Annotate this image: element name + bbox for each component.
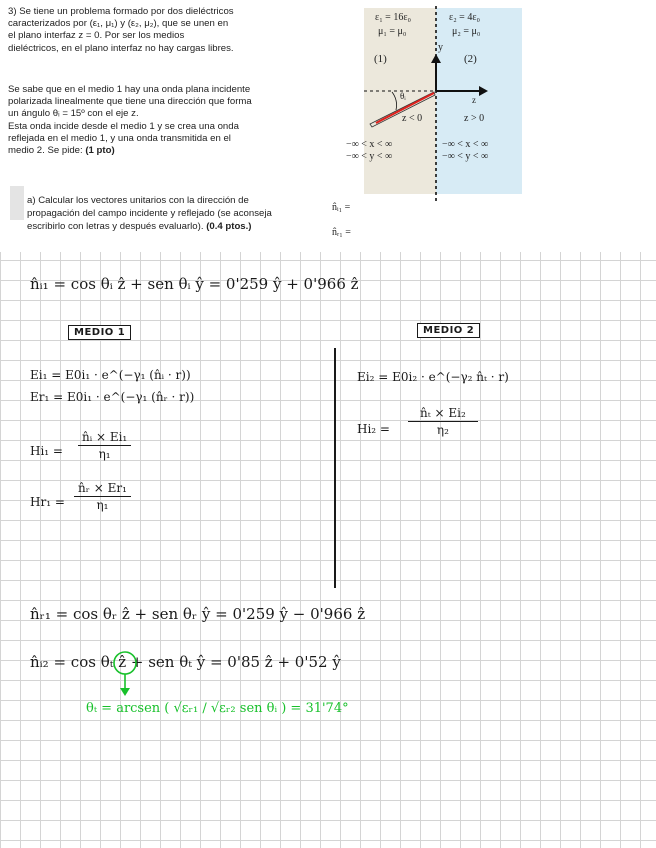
mu2-label: μ₂ = μ₀ (452, 26, 481, 37)
column-divider (334, 348, 336, 588)
question-marker (10, 186, 24, 220)
equation-ei2: Ei₂ = E0i₂ · e^(−γ₂ n̂ₜ · r) (357, 370, 509, 384)
ni1-answer-label: n̂ᵢ₁ = (332, 202, 351, 213)
equation-transmission-angle: θₜ = arcsen ( √εᵣ₁ / √εᵣ₂ sen θᵢ ) = 31'74° (86, 701, 349, 716)
hi1-denominator: η₁ (98, 447, 111, 461)
hi2-denominator: η₂ (436, 423, 449, 437)
question-a-text: a) Calcular los vectores unitarios con la dirección de propagación del campo incidente y reflejado (se aconseja escribirlo con letras y después evaluarlo). (27, 195, 272, 232)
eps2-label: ε₂ = 4ε₀ (449, 12, 481, 23)
hi1-lhs: Hi₁ = (30, 444, 63, 458)
hi1-numerator: n̂ᵢ × Ei₁ (78, 430, 131, 446)
theta-t-highlight (110, 648, 140, 698)
eps1-label: ε₁ = 16ε₀ (375, 12, 412, 23)
x-range-medium-1: −∞ < x < ∞ (346, 139, 393, 150)
medio-2-box: MEDIO 2 (417, 323, 480, 338)
equation-ei1: Ei₁ = E0i₁ · e^(−γ₁ (n̂ᵢ · r)) (30, 368, 191, 382)
z-negative-label: z < 0 (402, 113, 423, 124)
interface-diagram (346, 6, 526, 204)
hi2-lhs: Hi₂ = (357, 422, 390, 436)
nr1-answer-label: n̂ᵣ₁ = (332, 227, 351, 238)
question-a (27, 194, 327, 233)
hi1-fraction (78, 430, 131, 461)
theta-t-circle (114, 652, 136, 674)
problem-statement (0, 0, 656, 252)
hi2-numerator: n̂ₜ × Ei₂ (408, 406, 478, 422)
hr1-fraction (74, 481, 131, 512)
equation-er1: Er₁ = E0i₁ · e^(−γ₁ (n̂ᵣ · r)) (30, 390, 195, 404)
theta-label: θᵢ (400, 91, 406, 101)
y-range-medium-1: −∞ < y < ∞ (346, 151, 393, 162)
problem-wave-text: Se sabe que en el medio 1 hay una onda plana incidente polarizada linealmente que tiene una dirección que forma un ángulo θᵢ = 15º con el eje z. Esta onda incide desde el medio 1 y se crea una onda reflejada en el medio 1, y una onda transmitida en el medio 2. Se pide: (8, 84, 252, 157)
z-axis-label: z (472, 95, 476, 105)
problem-intro: 3) Se tiene un problema formado por dos dieléctricos caracterizados por (ε₁, μ₁) y (ε₂, μ₂), que se unen en el plano interfaz z = 0. Por ser los medios dieléctricos, en el plano interfaz no hay cargas libres. (8, 6, 234, 54)
question-a-points: (0.4 ptos.) (206, 221, 252, 232)
equation-reflected-unit-vector: n̂ᵣ₁ = cos θᵣ ẑ + sen θᵣ ŷ = 0'259 ŷ − 0'966 ẑ (30, 605, 366, 623)
medium-1-label: (1) (374, 53, 387, 65)
x-range-medium-2: −∞ < x < ∞ (442, 139, 489, 150)
problem-wave-description (8, 84, 252, 157)
theta-t-arrowhead (120, 688, 130, 696)
hr1-numerator: n̂ᵣ × Er₁ (74, 481, 131, 497)
equation-incident-unit-vector: n̂ᵢ₁ = cos θᵢ ẑ + sen θᵢ ŷ = 0'259 ŷ + 0'966 ẑ (30, 275, 359, 293)
hr1-lhs: Hr₁ = (30, 495, 65, 509)
medio-1-box: MEDIO 1 (68, 325, 131, 340)
z-positive-label: z > 0 (464, 113, 485, 124)
equation-transmitted-unit-vector: n̂ᵢ₂ = cos θₜ ẑ + sen θₜ ŷ = 0'85 ẑ + 0'52 ŷ (30, 653, 341, 671)
hi2-fraction (408, 406, 478, 437)
y-range-medium-2: −∞ < y < ∞ (442, 151, 489, 162)
mu1-label: μ₁ = μ₀ (378, 26, 407, 37)
hr1-denominator: η₁ (96, 498, 109, 512)
problem-points: (1 pto) (85, 145, 115, 157)
y-axis-label: y (438, 42, 443, 53)
medium-2-label: (2) (464, 53, 477, 65)
